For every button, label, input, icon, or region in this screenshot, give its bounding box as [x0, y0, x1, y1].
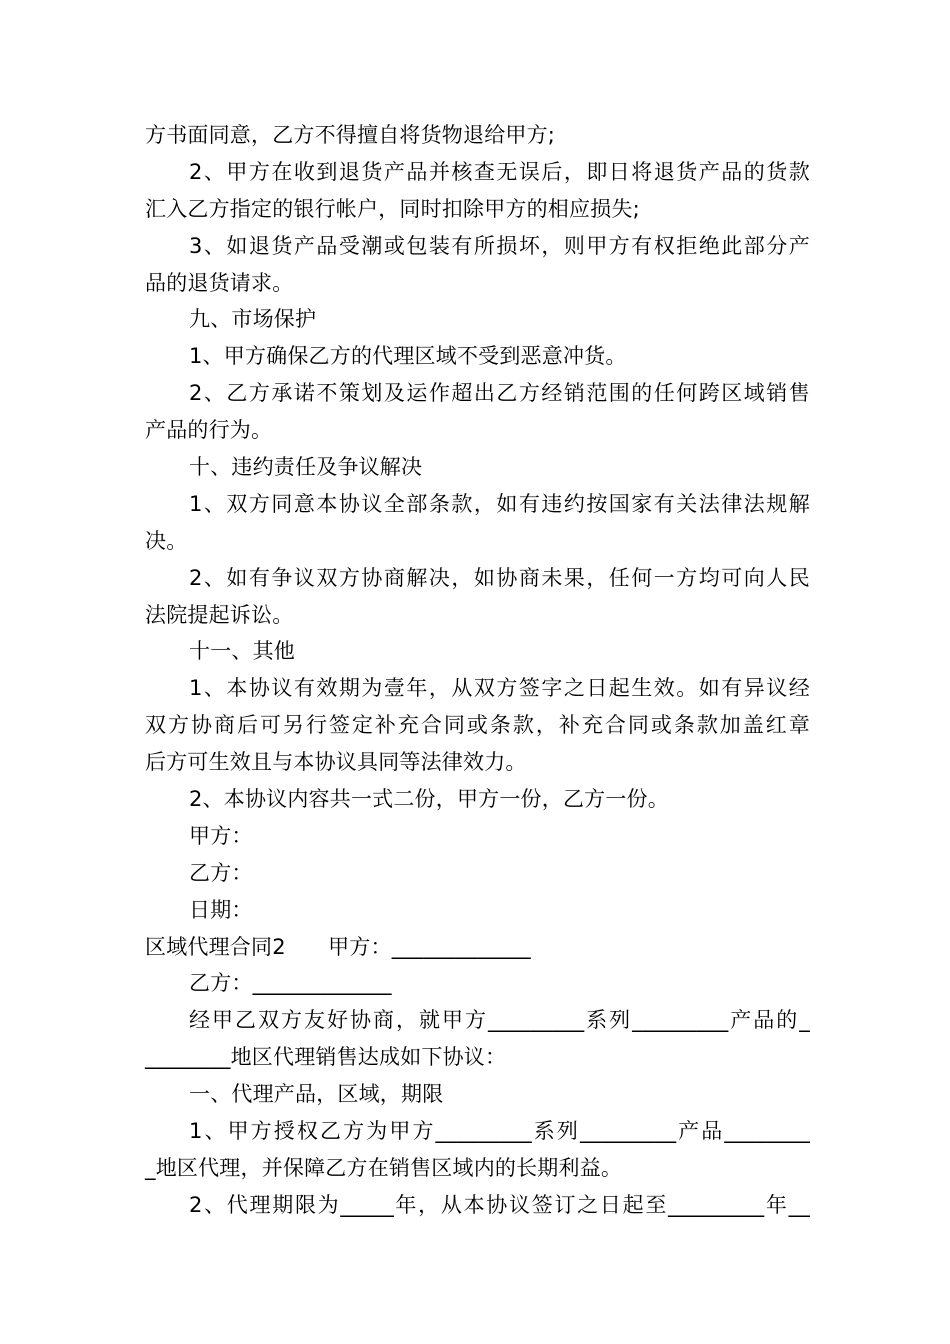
text-line: 法院提起诉讼。: [145, 602, 294, 627]
text-line: 3、如退货产品受潮或包装有所损坏，则甲方有权拒绝此部分产: [189, 233, 810, 258]
text-line: 经甲乙双方友好协商，就甲方_________系列_________产品的_: [189, 1008, 810, 1033]
text-line: 九、市场保护: [189, 307, 317, 332]
text-line: 1、双方同意本协议全部条款，如有违约按国家有关法律法规解: [189, 491, 810, 516]
text-line: 甲方：: [189, 823, 253, 848]
text-line: 决。: [145, 528, 188, 553]
text-line: 十、违约责任及争议解决: [189, 455, 423, 480]
text-line: 日期：: [189, 897, 253, 922]
text-line: 1、甲方确保乙方的代理区域不受到恶意冲货。: [189, 344, 627, 369]
text-line: 2、代理期限为_____年，从本协议签订之日起至_________年__: [189, 1192, 810, 1217]
text-line: 十一、其他: [189, 639, 295, 664]
text-line: 2、本协议内容共一式二份，甲方一份，乙方一份。: [189, 787, 669, 812]
text-line: 2、如有争议双方协商解决，如协商未果，任何一方均可向人民: [189, 565, 810, 590]
text-line: 后方可生效且与本协议具同等法律效力。: [145, 750, 527, 775]
text-line: 方书面同意，乙方不得擅自将货物退给甲方;: [145, 123, 556, 147]
text-line: 一、代理产品，区域，期限: [189, 1082, 444, 1107]
text-line: 乙方：: [189, 860, 253, 885]
text-line: 产品的行为。: [145, 418, 273, 443]
document-body: [145, 117, 810, 1224]
text-line: 乙方：_____________: [189, 971, 392, 996]
text-line: 2、甲方在收到退货产品并核查无误后，即日将退货产品的货款: [189, 159, 810, 184]
text-line: _地区代理，并保障乙方在销售区域内的长期利益。: [145, 1155, 623, 1180]
text-line: 2、乙方承诺不策划及运作超出乙方经销范围的任何跨区域销售: [189, 381, 810, 406]
text-line: 品的退货请求。: [145, 270, 294, 295]
text-line: ________地区代理销售达成如下协议：: [145, 1045, 507, 1070]
text-line: 双方协商后可另行签定补充合同或条款，补充合同或条款加盖红章: [145, 713, 810, 738]
text-line: 区域代理合同2 甲方：_____________: [145, 934, 531, 959]
text-line: 1、甲方授权乙方为甲方_________系列_________产品________: [189, 1119, 810, 1144]
text-line: 1、本协议有效期为壹年，从双方签字之日起生效。如有异议经: [189, 676, 810, 701]
text-line: 汇入乙方指定的银行帐户，同时扣除甲方的相应损失;: [145, 196, 640, 221]
